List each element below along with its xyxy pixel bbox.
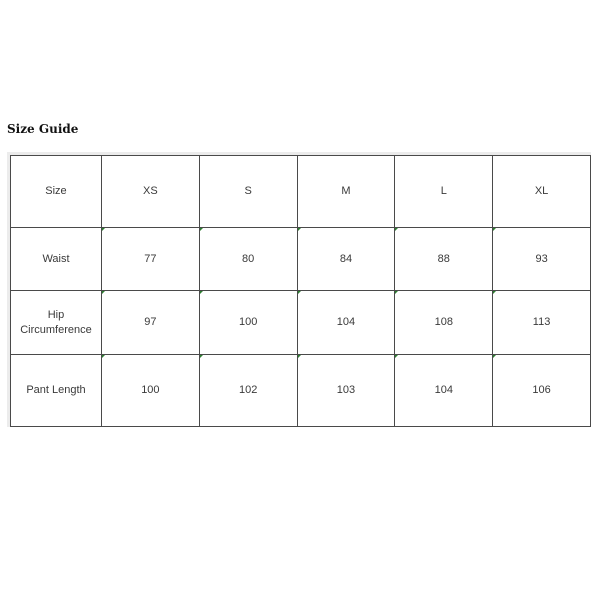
table-cell: 88: [395, 228, 493, 291]
table-cell: 106: [493, 355, 591, 427]
table-row-pant-length: [11, 355, 591, 427]
table-cell: 100: [101, 355, 199, 427]
table-cell: 104: [395, 355, 493, 427]
table-row-waist: [11, 228, 591, 291]
table-cell: 84: [297, 228, 395, 291]
row-label-hip-text: Hip Circumference: [20, 308, 92, 336]
size-guide-table: [10, 155, 591, 427]
row-label-pant-length: Pant Length: [11, 355, 102, 427]
table-cell: 93: [493, 228, 591, 291]
table-cell: 100: [199, 291, 297, 355]
table-cell: 102: [199, 355, 297, 427]
header-cell-xl: XL: [493, 156, 591, 228]
header-cell-s: S: [199, 156, 297, 228]
table-cell: 108: [395, 291, 493, 355]
size-guide-frame: [7, 152, 591, 427]
header-cell-size: Size: [11, 156, 102, 228]
page-title: Size Guide: [7, 122, 79, 136]
table-cell: 104: [297, 291, 395, 355]
table-cell: 103: [297, 355, 395, 427]
header-cell-xs: XS: [101, 156, 199, 228]
table-cell: 97: [101, 291, 199, 355]
header-cell-m: M: [297, 156, 395, 228]
header-cell-l: L: [395, 156, 493, 228]
table-cell: 77: [101, 228, 199, 291]
table-header-row: [11, 156, 591, 228]
table-row-hip-circumference: [11, 291, 591, 355]
table-cell: 113: [493, 291, 591, 355]
row-label-waist: Waist: [11, 228, 102, 291]
row-label-hip-circumference: [11, 291, 102, 355]
table-cell: 80: [199, 228, 297, 291]
